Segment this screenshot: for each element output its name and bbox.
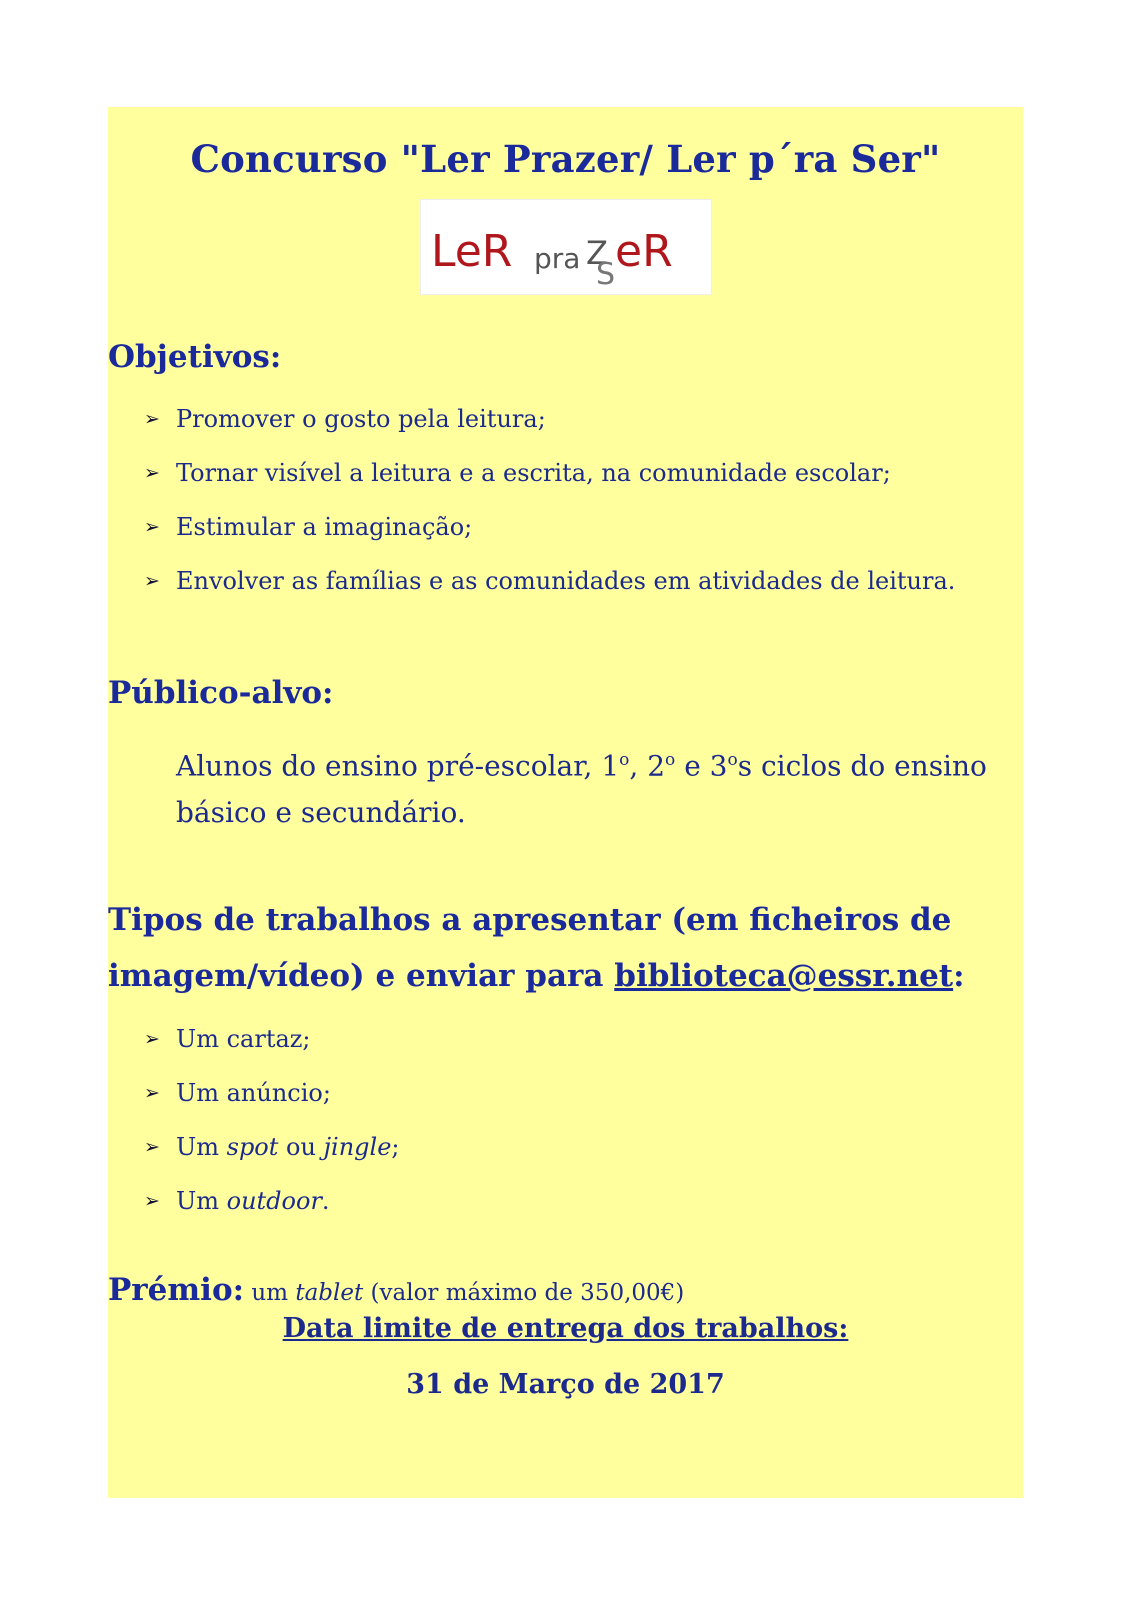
logo-ler: LeR [431, 226, 513, 277]
tipo-text: Um anúncio; [176, 1079, 331, 1107]
arrow-bullet-icon: ➢ [144, 516, 160, 538]
arrow-bullet-icon: ➢ [144, 462, 160, 484]
tipo-item [144, 1079, 331, 1107]
objetivo-item [144, 567, 955, 595]
ler-prazer-logo [420, 199, 712, 295]
tipo-item [144, 1187, 330, 1215]
objetivos-heading: Objetivos: [108, 339, 282, 375]
objetivo-item [144, 405, 546, 433]
logo-graphic [421, 200, 711, 294]
objetivo-text: Tornar visível a leitura e a escrita, na comunidade escolar; [176, 459, 891, 487]
objetivo-text: Envolver as famílias e as comunidades em atividades de leitura. [176, 567, 956, 595]
tipo-text: Um cartaz; [176, 1025, 311, 1053]
logo-z: Z [586, 234, 608, 272]
tipos-heading-line1: Tipos de trabalhos a apresentar (em ficheiros de [108, 902, 952, 938]
objetivo-item [144, 459, 891, 487]
poster-title: Concurso "Ler Prazer/ Ler p´ra Ser" [190, 137, 941, 181]
tipo-text: Um spot ou jingle; [176, 1133, 400, 1161]
arrow-bullet-icon: ➢ [144, 1190, 160, 1212]
objetivo-text: Promover o gosto pela leitura; [176, 405, 546, 433]
tipo-item [144, 1133, 400, 1161]
tipos-heading-line2: imagem/vídeo) e enviar para biblioteca@essr.net: [108, 958, 965, 994]
logo-s: S [596, 257, 616, 292]
arrow-bullet-icon: ➢ [144, 1136, 160, 1158]
tipo-text: Um outdoor. [176, 1187, 330, 1215]
arrow-bullet-icon: ➢ [144, 570, 160, 592]
poster-panel [108, 107, 1023, 1498]
arrow-bullet-icon: ➢ [144, 1028, 160, 1050]
logo-pra: pra [534, 242, 581, 275]
arrow-bullet-icon: ➢ [144, 408, 160, 430]
objetivo-text: Estimular a imaginação; [176, 513, 473, 541]
email-link[interactable]: biblioteca@essr.net [614, 958, 954, 994]
premio-label: Prémio: [108, 1272, 245, 1308]
deadline-label: Data limite de entrega dos trabalhos: [282, 1313, 849, 1344]
logo-er: eR [615, 226, 673, 277]
deadline-date: 31 de Março de 2017 [406, 1369, 725, 1400]
publico-heading: Público-alvo: [108, 675, 334, 711]
publico-text: Alunos do ensino pré-escolar, 1$^o$, 2$^o$ e 3$^o$s ciclos do ensino básico e secundário. [176, 749, 987, 830]
tipo-item [144, 1025, 311, 1053]
arrow-bullet-icon: ➢ [144, 1082, 160, 1104]
objetivo-item [144, 513, 472, 541]
premio-line: Prémio: um tablet (valor máximo de 350,00€) [108, 1272, 685, 1308]
